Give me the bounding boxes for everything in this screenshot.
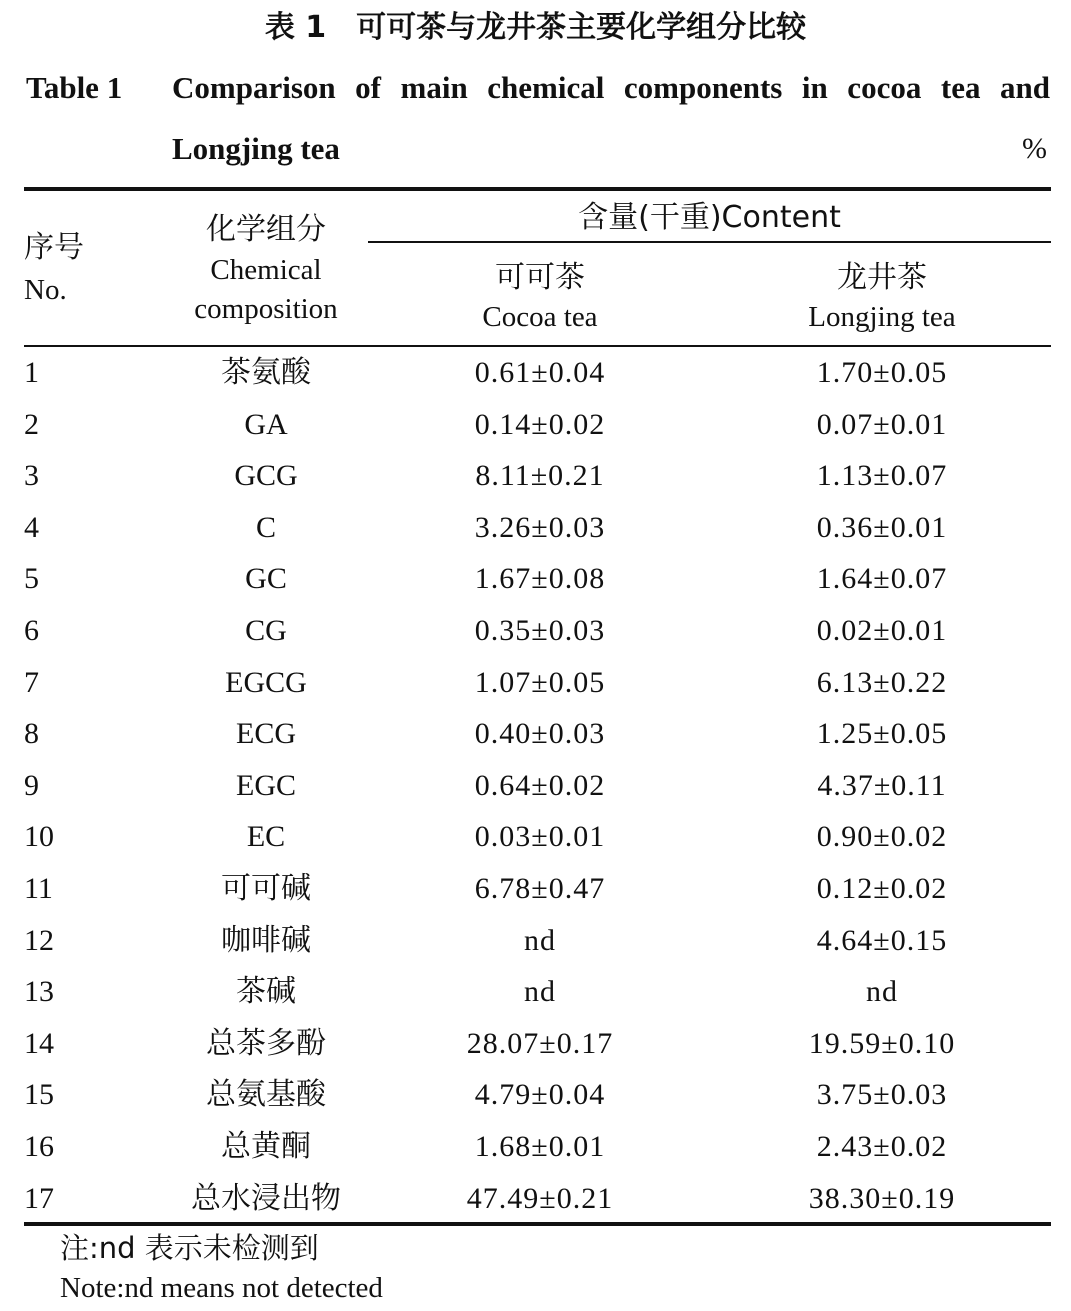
row-cocoa-value: nd — [524, 923, 556, 957]
row-longjing-value: 1.70±0.05 — [816, 356, 948, 389]
row-no: 7 — [24, 665, 39, 699]
row-no: 3 — [24, 459, 39, 493]
table-caption-en-line1: Comparison of main chemical components in cocoa tea and — [172, 70, 1050, 105]
table-row — [24, 916, 1051, 968]
row-cocoa-value: 1.68±0.01 — [474, 1129, 606, 1163]
row-longjing-value: 0.36±0.01 — [816, 510, 948, 544]
table-row — [24, 658, 1051, 710]
footnote-cn: 注:nd 表示未检测到 — [60, 1231, 319, 1265]
row-cocoa-value: 47.49±0.21 — [466, 1181, 614, 1215]
row-cocoa-value: 6.78±0.47 — [474, 871, 606, 905]
table-row — [24, 554, 1051, 606]
row-component: EC — [246, 820, 286, 854]
row-longjing-value: 0.02±0.01 — [816, 613, 948, 647]
row-component: 茶碱 — [236, 974, 296, 1010]
header-composition-cn: 化学组分 — [206, 212, 326, 247]
header-longjing-en: Longjing tea — [808, 301, 956, 333]
row-cocoa-value: 1.07±0.05 — [474, 665, 606, 699]
table-row — [24, 1019, 1051, 1071]
header-composition-en-1: Chemical — [210, 254, 322, 286]
row-cocoa-value: nd — [524, 975, 556, 1009]
row-no: 10 — [24, 820, 54, 854]
row-component: GC — [245, 562, 287, 596]
row-component: C — [255, 510, 276, 544]
row-cocoa-value: 0.14±0.02 — [474, 407, 606, 441]
row-cocoa-value: 0.03±0.01 — [474, 820, 606, 854]
row-no: 4 — [24, 510, 39, 544]
row-component: 总水浸出物 — [191, 1180, 341, 1216]
table-row — [24, 400, 1051, 452]
row-no: 11 — [24, 871, 53, 905]
table-row — [24, 451, 1051, 503]
row-cocoa-value: 1.67±0.08 — [474, 562, 606, 596]
row-component: 可可碱 — [221, 870, 311, 906]
row-longjing-value: 19.59±0.10 — [808, 1026, 956, 1060]
table-row — [24, 1122, 1051, 1174]
row-no: 2 — [24, 407, 39, 441]
row-cocoa-value: 0.61±0.04 — [474, 356, 606, 389]
table-row — [24, 606, 1051, 658]
table-row — [24, 812, 1051, 864]
row-no: 12 — [24, 923, 54, 957]
header-content: 含量(干重)Content — [578, 200, 841, 235]
row-longjing-value: 4.64±0.15 — [816, 923, 948, 957]
row-no: 14 — [24, 1026, 54, 1060]
row-component: GCG — [234, 459, 298, 493]
table-row — [24, 761, 1051, 813]
table-label-en: Table 1 — [26, 70, 123, 105]
row-no: 13 — [24, 975, 54, 1009]
row-longjing-value: 1.13±0.07 — [816, 459, 948, 493]
table-caption-en-line2: Longjing tea — [172, 131, 340, 166]
row-component: EGC — [236, 768, 296, 802]
row-longjing-value: 1.64±0.07 — [816, 562, 948, 596]
row-component: 总氨基酸 — [206, 1077, 326, 1113]
header-composition-en-2: composition — [194, 293, 338, 325]
row-component: ECG — [236, 717, 296, 751]
table-title-cn: 表 1 可可茶与龙井茶主要化学组分比较 — [264, 10, 807, 45]
table-row — [24, 967, 1051, 1019]
row-component: 总茶多酚 — [206, 1025, 326, 1061]
row-component: 咖啡碱 — [221, 922, 311, 958]
row-cocoa-value: 0.40±0.03 — [474, 717, 606, 751]
row-longjing-value: 0.90±0.02 — [816, 820, 948, 854]
row-cocoa-value: 3.26±0.03 — [474, 510, 606, 544]
row-no: 5 — [24, 562, 39, 596]
unit-label: % — [1022, 132, 1047, 165]
table-body — [24, 348, 1051, 1225]
row-longjing-value: 2.43±0.02 — [816, 1129, 948, 1163]
row-longjing-value: 4.37±0.11 — [817, 768, 947, 802]
row-longjing-value: 6.13±0.22 — [816, 665, 948, 699]
row-cocoa-value: 0.64±0.02 — [474, 768, 606, 802]
row-cocoa-value: 0.35±0.03 — [474, 613, 606, 647]
table-top-rule — [24, 187, 1051, 191]
table-row — [24, 348, 1051, 400]
row-no: 15 — [24, 1078, 54, 1112]
row-longjing-value: 0.12±0.02 — [816, 871, 948, 905]
header-no-cn: 序号 — [24, 230, 84, 265]
header-cocoa-cn: 可可茶 — [495, 260, 585, 295]
row-no: 8 — [24, 717, 39, 751]
row-component: EGCG — [225, 665, 307, 699]
table-row — [24, 709, 1051, 761]
row-longjing-value: 3.75±0.03 — [816, 1078, 948, 1112]
row-longjing-value: 38.30±0.19 — [808, 1181, 956, 1215]
header-no-en: No. — [24, 274, 67, 306]
row-no: 16 — [24, 1129, 54, 1163]
row-no: 1 — [24, 356, 39, 389]
row-component: 总黄酮 — [221, 1128, 311, 1164]
table-row — [24, 864, 1051, 916]
footnote-en: Note:nd means not detected — [60, 1272, 383, 1304]
table-row — [24, 503, 1051, 555]
row-cocoa-value: 28.07±0.17 — [466, 1026, 614, 1060]
row-component: 茶氨酸 — [221, 355, 311, 390]
row-cocoa-value: 8.11±0.21 — [475, 459, 605, 493]
header-longjing-cn: 龙井茶 — [837, 260, 927, 295]
row-longjing-value: nd — [866, 975, 898, 1009]
row-component: GA — [244, 407, 288, 441]
row-component: CG — [245, 613, 287, 647]
row-no: 6 — [24, 613, 39, 647]
table-row — [24, 1070, 1051, 1122]
header-cocoa-en: Cocoa tea — [482, 301, 598, 333]
row-longjing-value: 0.07±0.01 — [816, 407, 948, 441]
row-no: 17 — [24, 1181, 54, 1215]
row-longjing-value: 1.25±0.05 — [816, 717, 948, 751]
table-row — [24, 1174, 1051, 1226]
content-header-rule — [368, 241, 1051, 243]
table-header-rule — [24, 345, 1051, 347]
row-cocoa-value: 4.79±0.04 — [474, 1078, 606, 1112]
row-no: 9 — [24, 768, 39, 802]
